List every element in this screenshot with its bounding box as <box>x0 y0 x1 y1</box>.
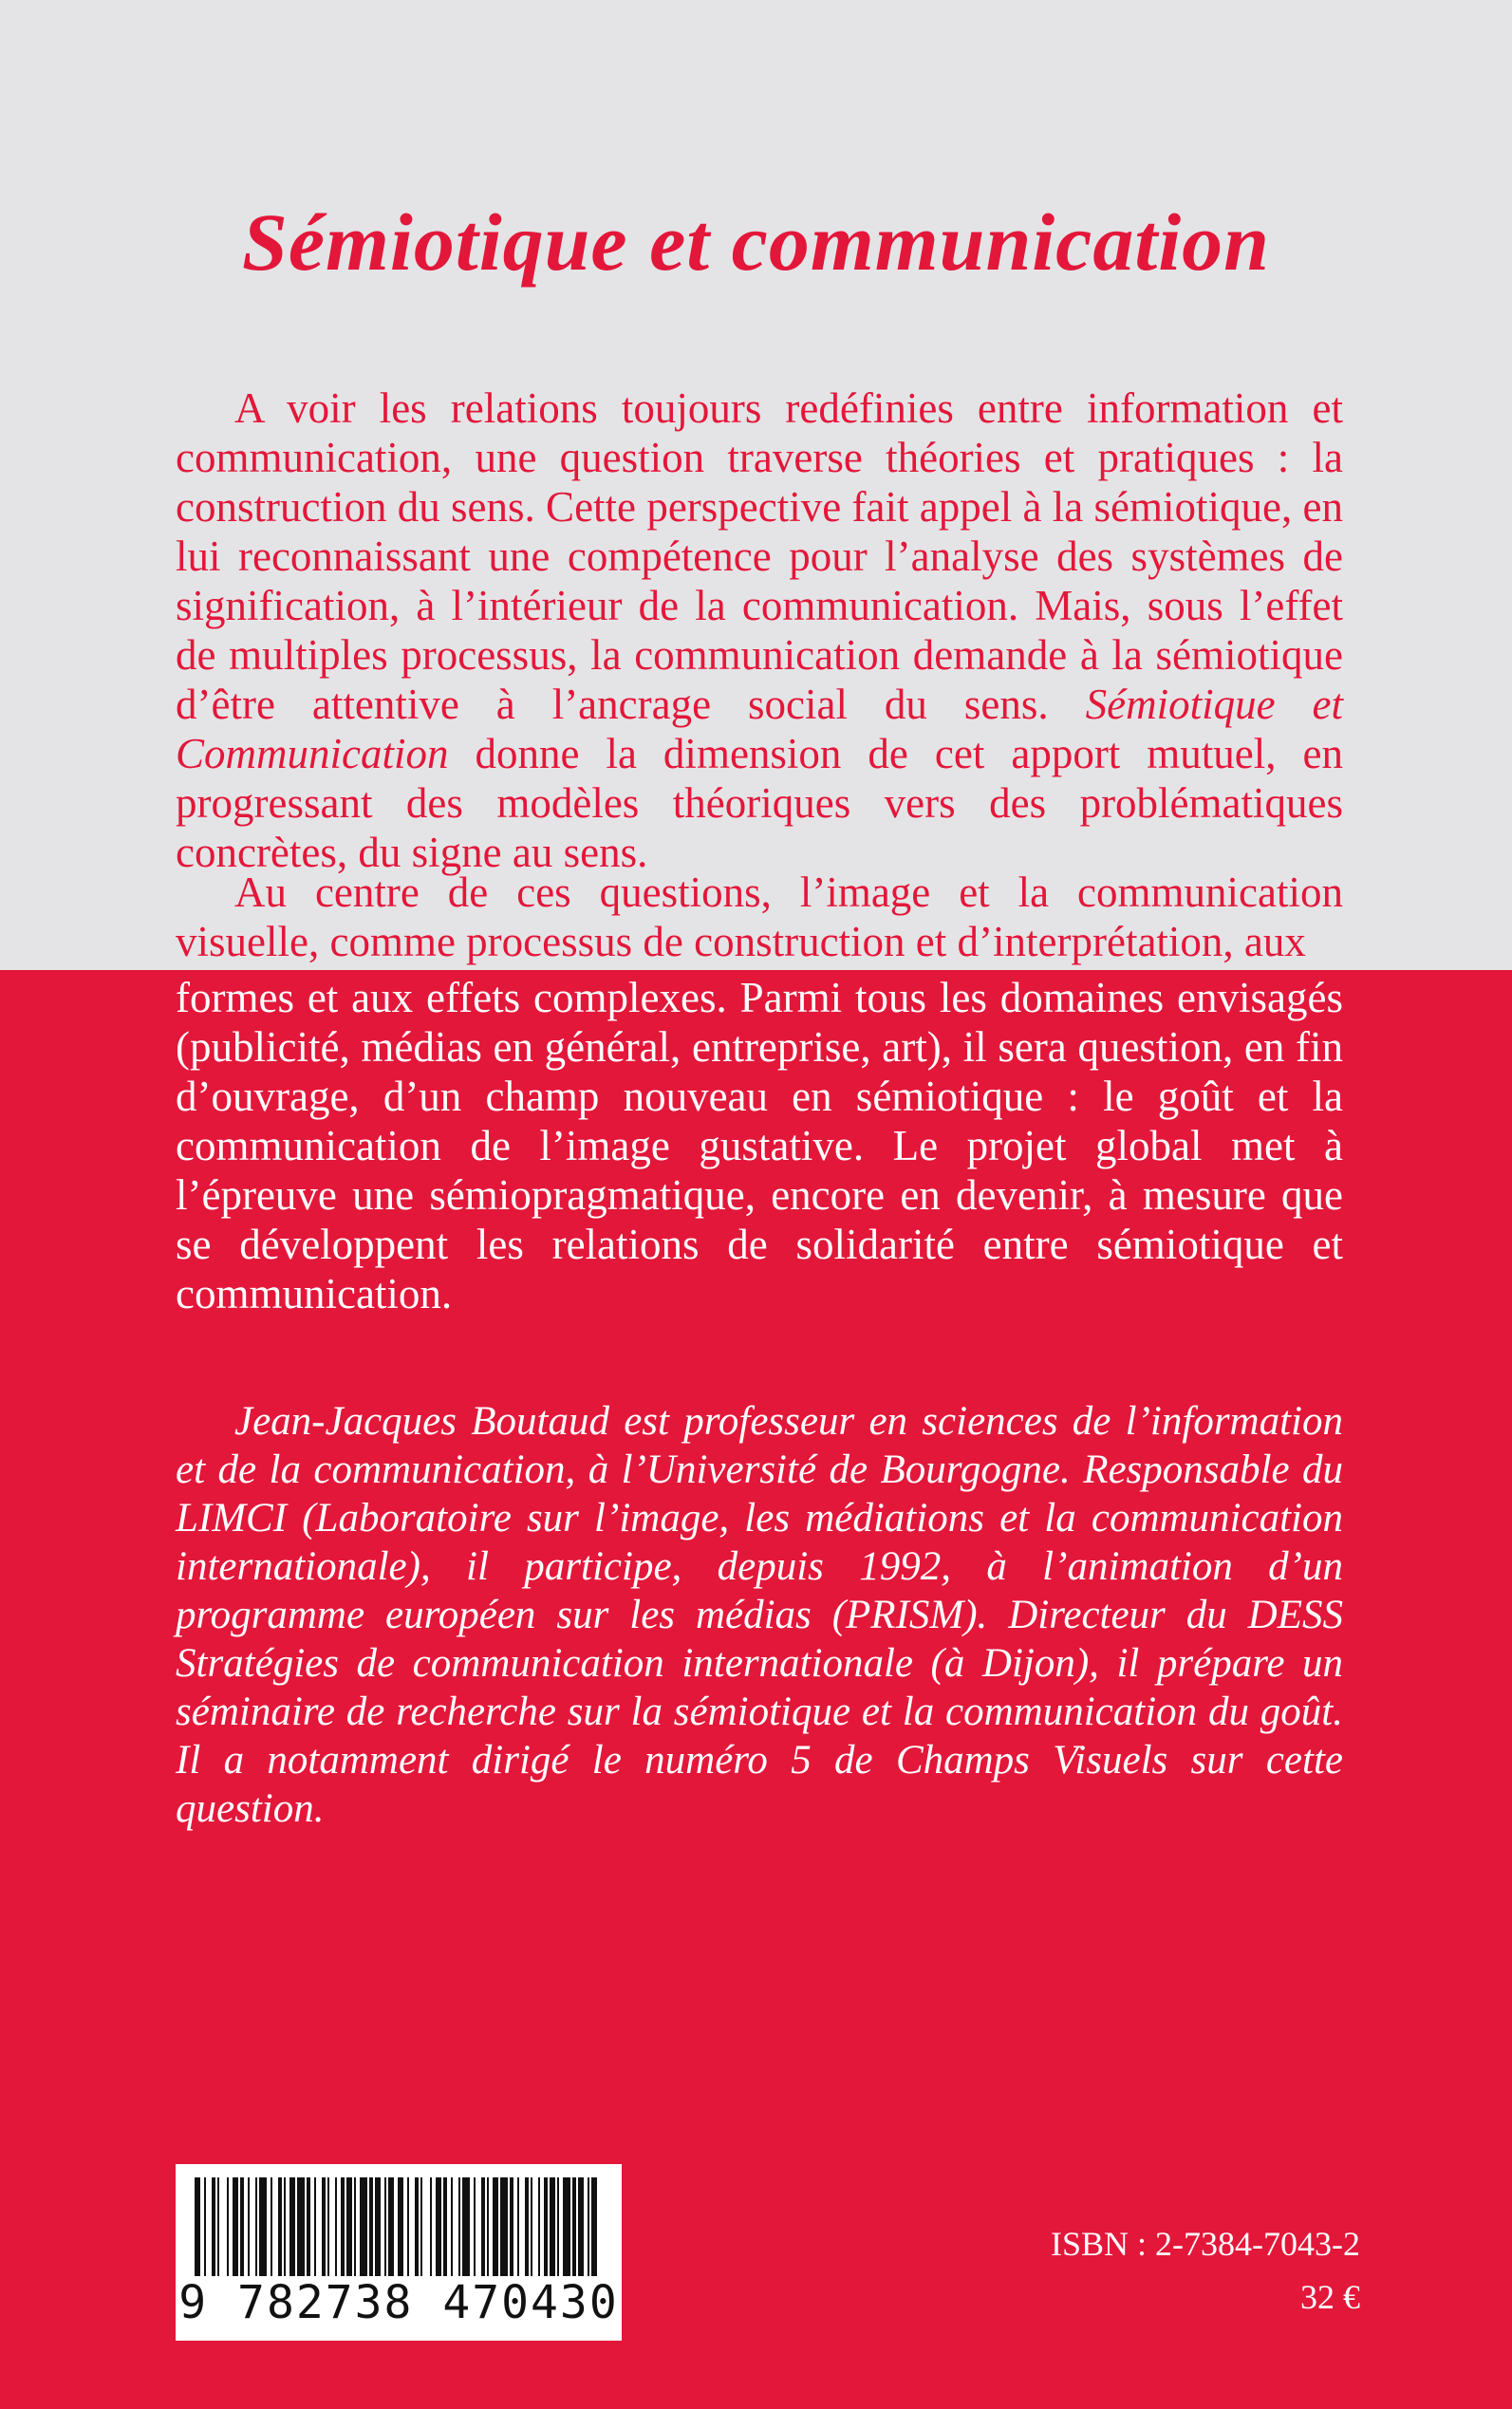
barcode-bar-28 <box>398 2177 403 2276</box>
barcode-bar-35 <box>451 2177 453 2276</box>
barcode-bar-20 <box>341 2177 345 2276</box>
barcode-bar-18 <box>327 2177 329 2276</box>
barcode-bar-24 <box>369 2177 373 2276</box>
barcode-bar-54 <box>588 2177 589 2276</box>
barcode-bar-47 <box>538 2177 540 2276</box>
barcode-bar-39 <box>481 2177 485 2276</box>
barcode-bar-38 <box>474 2177 476 2276</box>
barcode-bar-34 <box>443 2177 447 2276</box>
barcode-bar-41 <box>493 2177 498 2276</box>
barcode-bar-37 <box>462 2177 470 2276</box>
barcode-bar-11 <box>278 2177 282 2276</box>
author-bio: Jean-Jacques Boutaud est professeur en sciences de l’information et de la communication, à l’Université de Bourgogne. Responsable du LIMCI (Laboratoire sur l’image, les médiations et la communication internationale), il participe, depuis 1992, à l’animation d’un programme européen sur les médias (PRISM). Directeur du DESS Stratégies de communication internationale (à Dijon), il prépare un séminaire de recherche sur la sémiotique et la communication du goût. Il a notamment dirigé le numéro 5 de Champs Visuels sur cette question. <box>176 1399 1343 1831</box>
barcode-bar-29 <box>407 2177 409 2276</box>
barcode-bar-2 <box>212 2177 215 2276</box>
book-title-reference: Sémiotique et Communication <box>176 681 1343 777</box>
barcode-bar-16 <box>314 2177 316 2276</box>
barcode-bar-13 <box>289 2177 295 2276</box>
barcode-bar-49 <box>550 2177 555 2276</box>
isbn: ISBN : 2-7384-7043-2 <box>1051 2225 1360 2263</box>
barcode-bar-51 <box>563 2177 570 2276</box>
barcode-bar-42 <box>500 2177 508 2276</box>
barcode-bar-14 <box>297 2177 305 2276</box>
barcode-bar-5 <box>233 2177 238 2276</box>
barcode-bar-36 <box>458 2177 460 2276</box>
barcode-bar-45 <box>525 2177 529 2276</box>
description-text-part-1: A voir les relations toujours redéfinies entre information et communication, une question traverse théories et pratiques : la construction du sens. Cette perspective fait appel à la sémiotique, en lui reconnaissant une compétence pour l’analyse des systèmes de signification, à l’intérieur de la communication. Mais, sous l’effet de multiples processus, la communication demande à la sémiotique d’être attentive à l’ancrage social du sens. <box>176 384 1343 728</box>
barcode-bar-17 <box>322 2177 326 2276</box>
description-text-part-2: donne la dimension de cet apport mutuel, en progressant des modèles théoriques vers des problématiques concrètes, du signe au sens. <box>176 730 1343 876</box>
description-paragraph-2-lower: formes et aux effets complexes. Parmi tous les domaines envisagés (publicité, médias en général, entreprise, art), il sera question, en fin d’ouvrage, d’un champ nouveau en sémiotique : le goût et la communication de l’image gustative. Le projet global met à l’épreuve une sémiopragmatique, encore en devenir, à mesure que se développent les relations de solidarité entre sémiotique et communication. <box>176 974 1343 1317</box>
barcode-bar-1 <box>204 2177 206 2276</box>
description-paragraph-1 <box>176 383 1343 877</box>
barcode-bar-30 <box>415 2177 419 2276</box>
barcode-bar-26 <box>384 2177 386 2276</box>
barcode-bar-6 <box>240 2177 244 2276</box>
barcode-bar-46 <box>531 2177 532 2276</box>
barcode-bar-44 <box>517 2177 519 2276</box>
barcode-bar-31 <box>420 2177 422 2276</box>
barcode-bars <box>193 2177 605 2276</box>
barcode-bar-21 <box>346 2177 352 2276</box>
barcode-bar-33 <box>436 2177 441 2276</box>
barcode-bar-15 <box>307 2177 310 2276</box>
barcode-bar-10 <box>271 2177 272 2276</box>
barcode-bar-50 <box>557 2177 559 2276</box>
barcode-bar-12 <box>284 2177 286 2276</box>
barcode-bar-25 <box>375 2177 381 2276</box>
price: 32 € <box>1300 2278 1360 2316</box>
barcode-bar-48 <box>544 2177 548 2276</box>
barcode-bar-55 <box>591 2177 597 2276</box>
book-title: Sémiotique et communication <box>242 196 1270 288</box>
barcode-bar-4 <box>227 2177 229 2276</box>
barcode-bar-43 <box>510 2177 513 2276</box>
barcode-bar-19 <box>335 2177 337 2276</box>
barcode-bar-32 <box>430 2177 432 2276</box>
barcode-bar-22 <box>354 2177 356 2276</box>
barcode-bar-0 <box>195 2177 200 2276</box>
barcode-bar-3 <box>217 2177 219 2276</box>
barcode-bar-7 <box>248 2177 250 2276</box>
barcode-number: 9 782738 470430 <box>178 2276 619 2329</box>
barcode-bar-27 <box>388 2177 394 2276</box>
barcode <box>176 2164 622 2341</box>
barcode-bar-9 <box>259 2177 267 2276</box>
barcode-bar-53 <box>578 2177 584 2276</box>
barcode-bar-8 <box>255 2177 257 2276</box>
barcode-bar-40 <box>487 2177 489 2276</box>
barcode-bar-52 <box>572 2177 576 2276</box>
barcode-bar-23 <box>360 2177 367 2276</box>
description-paragraph-2-upper: Au centre de ces questions, l’image et la communication visuelle, comme processus de construction et d’interprétation, aux <box>176 868 1343 965</box>
